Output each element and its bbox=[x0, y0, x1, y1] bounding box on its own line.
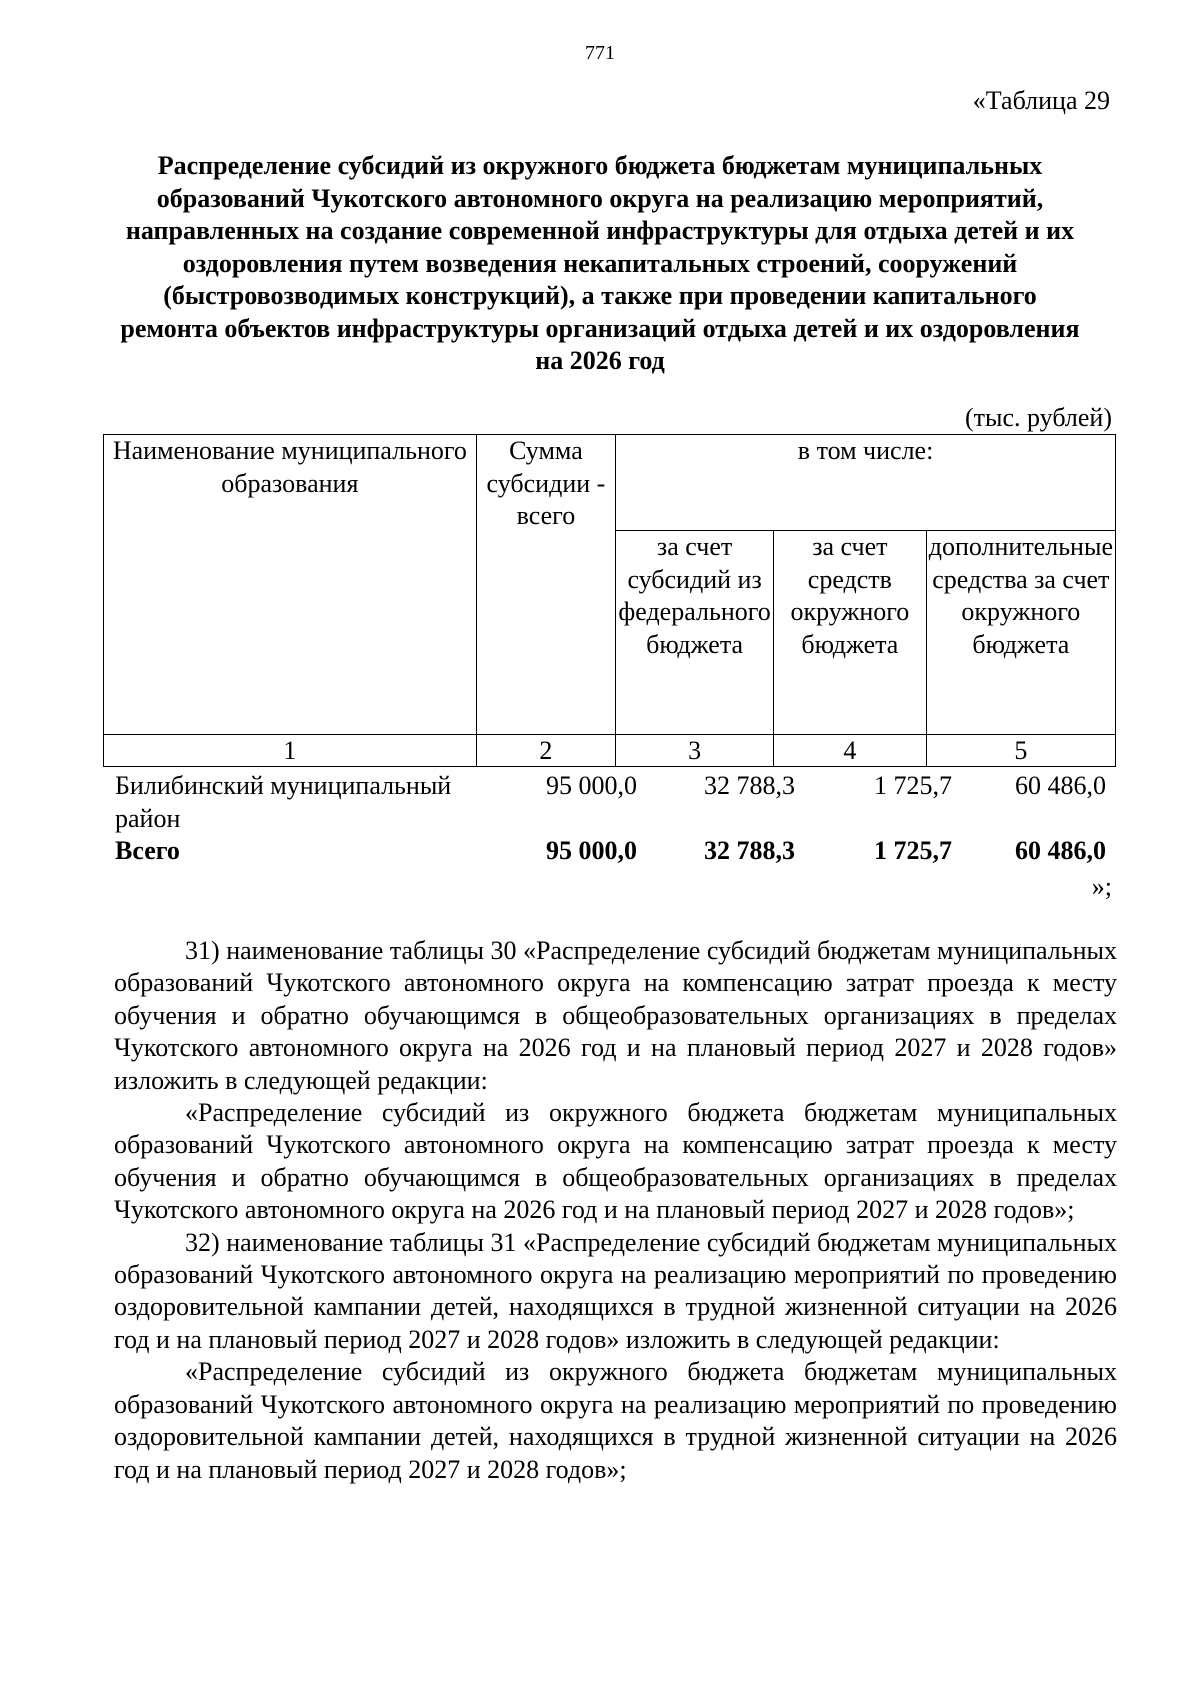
table-reference: «Таблица 29 bbox=[972, 86, 1110, 115]
total-label: Всего bbox=[115, 836, 180, 865]
column-number: 3 bbox=[616, 735, 774, 767]
total-federal: 32 788,3 bbox=[704, 836, 795, 865]
subsidy-table-body bbox=[103, 770, 1116, 868]
units-label: (тыс. рублей) bbox=[964, 403, 1112, 432]
amendment-paragraphs bbox=[114, 935, 1117, 1486]
paragraph: «Распределение субсидий из окружного бюджета бюджетам муниципальных образований Чукотского автономного округа на компенсацию затрат проезда к месту обучения и обратно обучающимся в общеобразовательных организациях в пределах Чукотского автономного округа на 2026 год и на плановый период 2027 и 2028 годов»; bbox=[114, 1098, 1117, 1225]
closing-quote: »; bbox=[1091, 872, 1112, 901]
column-number: 5 bbox=[926, 735, 1115, 767]
header-federal: за счет субсидий из федерального бюджета bbox=[616, 531, 774, 735]
row-municipality-name: Билибинский муниципальный район bbox=[115, 771, 452, 833]
document-title: Распределение субсидий из окружного бюджета бюджетам муниципальных образований Чукотского автономного округа на реализацию мероприятий, направленных на создание современной инфраструктуры для отдыха детей и их оздоровления путем возведения некапитальных строений, сооружений (быстровозводимых конструкций), а также при проведении капитального ремонта объектов инфраструктуры организаций отдыха детей и их оздоровления на 2026 год bbox=[120, 151, 1080, 375]
header-name: Наименование муниципального образования bbox=[104, 435, 477, 735]
row-district: 1 725,7 bbox=[874, 771, 952, 800]
header-total: Сумма субсидии - всего bbox=[476, 435, 615, 735]
row-additional: 60 486,0 bbox=[1015, 771, 1106, 800]
row-total: 95 000,0 bbox=[546, 771, 637, 800]
total-district: 1 725,7 bbox=[874, 836, 952, 865]
subsidy-table-header bbox=[103, 434, 1116, 767]
column-number: 2 bbox=[476, 735, 615, 767]
header-additional: дополнительные средства за счет окружного бюджета bbox=[926, 531, 1115, 735]
total-additional: 60 486,0 bbox=[1015, 836, 1106, 865]
row-federal: 32 788,3 bbox=[704, 771, 795, 800]
table-total-row bbox=[103, 835, 1116, 868]
paragraph: 32) наименование таблицы 31 «Распределение субсидий бюджетам муниципальных образований Чукотского автономного округа на реализацию мероприятий по проведению оздоровительной кампании детей, находящихся в трудной жизненной ситуации на 2026 год и на плановый период 2027 и 2028 годов» изложить в следующей редакции: bbox=[114, 1227, 1117, 1354]
column-number: 1 bbox=[104, 735, 477, 767]
table-row bbox=[103, 770, 1116, 835]
page-number: 771 bbox=[585, 42, 615, 64]
total-sum: 95 000,0 bbox=[546, 836, 637, 865]
column-number: 4 bbox=[774, 735, 927, 767]
header-district: за счет средств окружного бюджета bbox=[774, 531, 927, 735]
paragraph: 31) наименование таблицы 30 «Распределение субсидий бюджетам муниципальных образований Чукотского автономного округа на компенсацию затрат проезда к месту обучения и обратно обучающимся в общеобразовательных организациях в пределах Чукотского автономного округа на 2026 год и на плановый период 2027 и 2028 годов» изложить в следующей редакции: bbox=[114, 936, 1117, 1095]
paragraph: «Распределение субсидий из окружного бюджета бюджетам муниципальных образований Чукотского автономного округа на реализацию мероприятий по проведению оздоровительной кампании детей, находящихся в трудной жизненной ситуации на 2026 год и на плановый период 2027 и 2028 годов»; bbox=[114, 1357, 1117, 1484]
header-including: в том числе: bbox=[616, 435, 1116, 531]
